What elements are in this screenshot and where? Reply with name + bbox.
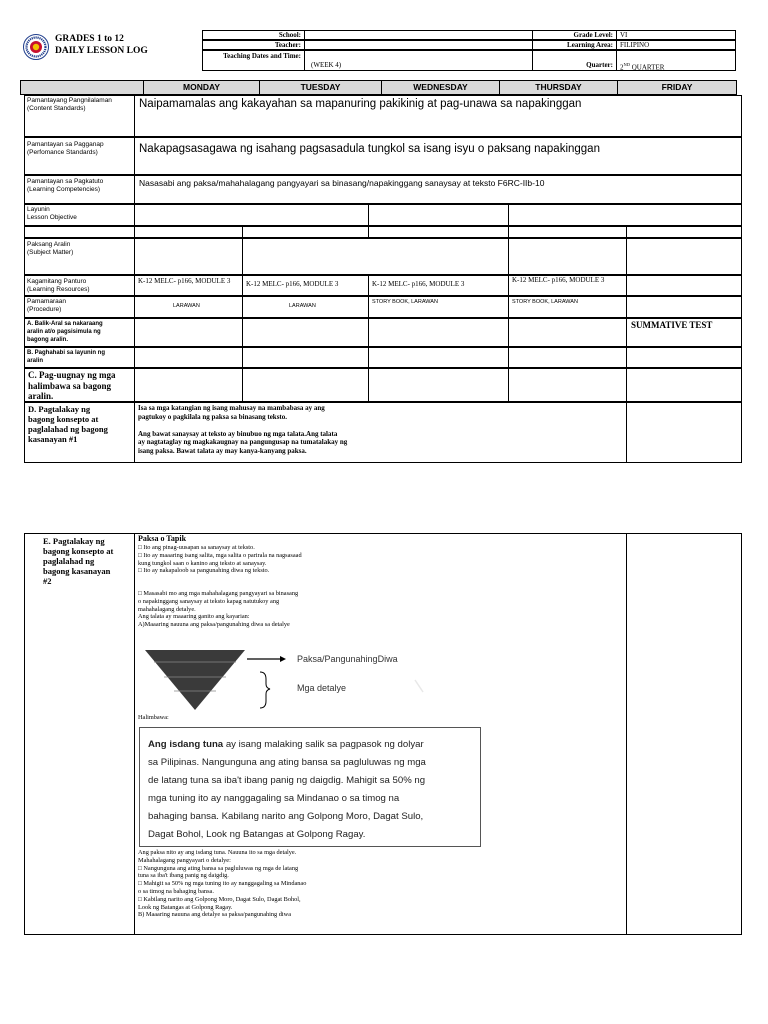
row-c-mon[interactable]: [134, 368, 243, 402]
topic-heading: Paksa o Tapik: [138, 534, 187, 543]
objective-wed[interactable]: [368, 204, 509, 226]
objective-mon[interactable]: [134, 204, 369, 226]
row-c-wed[interactable]: [368, 368, 509, 402]
row-b-wed[interactable]: [368, 347, 509, 368]
row-b-mon[interactable]: [134, 347, 243, 368]
header-dates-value[interactable]: (WEEK 4): [304, 50, 533, 71]
day-header-wednesday: WEDNESDAY: [381, 80, 500, 95]
procedure-tue: LARAWAN: [242, 296, 369, 318]
header-grade-label: Grade Level:: [532, 30, 617, 40]
row-c-label: C. Pag-uugnay ng mga halimbawa sa bagong aralin.: [24, 368, 135, 402]
day-header-blank: [20, 80, 144, 95]
resources-fri: [626, 275, 742, 296]
row-a-fri: SUMMATIVE TEST: [626, 318, 742, 347]
header-school-label: School:: [202, 30, 305, 40]
day-header-friday: FRIDAY: [617, 80, 737, 95]
day-header-tuesday: TUESDAY: [259, 80, 382, 95]
resources-thu: K-12 MELC- p166, MODULE 3: [508, 275, 627, 296]
header-school-value[interactable]: [304, 30, 533, 40]
row-d-fri[interactable]: [626, 402, 742, 463]
spacer-tue: [242, 226, 369, 238]
row-a-wed[interactable]: [368, 318, 509, 347]
header-grade-value[interactable]: VI: [616, 30, 736, 40]
spacer-row-label: [24, 226, 135, 238]
procedure-label: Pamamaraan (Procedure): [24, 296, 135, 318]
row-e-label: E. Pagtalakay ng bagong konsepto at paglalahad ng bagong kasanayan #2: [24, 533, 135, 935]
subject-matter-label: Paksang Aralin (Subject Matter): [24, 238, 135, 275]
learning-resources-label: Kagamitang Panturo (Learning Resources): [24, 275, 135, 296]
row-a-thu[interactable]: [508, 318, 627, 347]
row-c-thu[interactable]: [508, 368, 627, 402]
spacer-mon: [134, 226, 243, 238]
day-header-monday: MONDAY: [143, 80, 260, 95]
topic-bullets-1: □ Ito ang pinag-uusapan sa sanaysay at teksto. □ Ito ay maaaring isang salita, mga salita o parirala na nagsasaad kung tungkol saan o kanino ang teksto at sanaysay. □ Ito ay nakapaloob sa pangunahing diwa ng teksto.: [138, 544, 302, 575]
diagram-details-label: Mga detalye: [297, 683, 347, 693]
example-box: Ang isdang tuna ay isang malaking salik sa pagpasok ng dolyar sa Pilipinas. Nangunguna ang ating bansa sa pagluluwas ng mga de latang tuna sa iba't ibang panig ng daigdig. Mahigit sa 50% ng mga tuning ito ay nanggagaling sa Mindanao o sa timog na bahaging bansa. Kabilang narito ang Golpong Moro, Dagat Sulo, Dagat Bohol, Look ng Batangas at Golpong Ragay.: [139, 727, 481, 847]
header-quarter-label: Quarter:: [532, 50, 617, 71]
objective-thu-fri[interactable]: [508, 204, 742, 226]
procedure-mon: LARAWAN: [134, 296, 243, 318]
learning-competencies-label: Pamantayan sa Pagkatuto (Learning Competencies): [24, 175, 135, 204]
objective-label: Layunin Lesson Objective: [24, 204, 135, 226]
performance-standards-label: Pamantayan sa Pagganap (Perfomance Standards): [24, 137, 135, 175]
header-area-label: Learning Area:: [532, 40, 617, 50]
row-b-label: B. Paghahabi sa layunin ng aralin: [24, 347, 135, 368]
row-b-fri[interactable]: [626, 347, 742, 368]
learning-competencies-text: Nasasabi ang paksa/mahahalagang pangyayari sa binasang/napakinggang sanaysay at teksto F6RC-IIb-10: [134, 175, 742, 204]
row-a-mon[interactable]: [134, 318, 243, 347]
row-a-label: A. Balik-Aral sa nakaraang aralin at/o pagsisimula ng bagong aralin.: [24, 318, 135, 347]
content-standards-text: Naipamamalas ang kakayahan sa mapanuring pakikinig at pag-unawa sa napakinggan: [134, 95, 742, 137]
header-quarter-value[interactable]: 2ND QUARTER: [616, 50, 736, 71]
resources-mon: K-12 MELC- p166, MODULE 3: [134, 275, 243, 296]
procedure-wed: STORY BOOK, LARAWAN: [368, 296, 509, 318]
example-analysis: Ang paksa nito ay ang isdang tuna. Nauuna ito sa mga detalye. Mahahalagang pangyayari o detalye: □ Nangunguna ang ating bansa sa pagluluwas ng mga de latang tuna sa iba't ibang panig ng daigdig. □ Mahigit sa 50% ng mga tuning ito ay nanggagaling sa Mindanao o sa timog na bahaging bansa. □ Kabilang narito ang Golpong Moro, Dagat Sulo, Dagat Bohol, Look ng Batangas at Golpong Ragay. B) Maaaring nauuna ang detalye sa paksa/pangunahing diwa: [138, 849, 307, 919]
header-area-value[interactable]: FILIPINO: [616, 40, 736, 50]
row-b-tue[interactable]: [242, 347, 369, 368]
row-d-text: Isa sa mga katangian ng isang mahusay na mambabasa ay ang pagtukoy o pagkilala ng paksa sa binasang teksto. Ang bawat sanaysay at teksto ay binubuo ng mga talata.Ang talata ay nagtataglay ng magkakaugnay na pangungusap na tumatalakay ng isang paksa. Bawat talata ay may kanya-kanyang paksa.: [134, 402, 627, 463]
diagram-topic-label: Paksa/PangunahingDiwa: [297, 654, 398, 664]
topic-bullets-2: □ Masasabi mo ang mga mahahalagang pangyayari sa binasang o napakinggang sanaysay at teksto kapag natutukoy ang mahahalagang detalye. Ang talata ay maaaring ganito ang kayarian: A)Maaaring nauuna ang paksa/pangunahing diwa sa detalye: [138, 590, 299, 629]
header-teacher-value[interactable]: [304, 40, 533, 50]
procedure-thu: STORY BOOK, LARAWAN: [508, 296, 627, 318]
subject-tue-wed[interactable]: [242, 238, 509, 275]
subject-mon[interactable]: [134, 238, 243, 275]
subject-fri[interactable]: [626, 238, 742, 275]
form-title: [55, 33, 148, 57]
performance-standards-text: Nakapagsasagawa ng isahang pagsasadula tungkol sa isang isyu o paksang napakinggan: [134, 137, 742, 175]
subject-thu[interactable]: [508, 238, 627, 275]
row-d-label: D. Pagtalakay ng bagong konsepto at paglalahad ng bagong kasanayan #1: [24, 402, 135, 463]
content-standards-label: Pamantayang Pangnilalaman (Content Standards): [24, 95, 135, 137]
row-c-fri[interactable]: [626, 368, 742, 402]
title-line-1: GRADES 1 to 12: [55, 34, 124, 44]
example-bold-term: Ang isdang tuna: [148, 739, 224, 750]
deped-seal-logo: [23, 34, 49, 60]
header-dates-label: Teaching Dates and Time:: [202, 50, 305, 71]
spacer-thu: [508, 226, 627, 238]
row-a-tue[interactable]: [242, 318, 369, 347]
day-header-thursday: THURSDAY: [499, 80, 618, 95]
example-heading: Halimbawa:: [138, 714, 169, 721]
spacer-fri: [626, 226, 742, 238]
row-e-fri[interactable]: [626, 533, 742, 935]
header-teacher-label: Teacher:: [202, 40, 305, 50]
procedure-fri: [626, 296, 742, 318]
spacer-wed: [368, 226, 509, 238]
resources-tue: K-12 MELC- p166, MODULE 3: [242, 275, 369, 296]
row-c-tue[interactable]: [242, 368, 369, 402]
title-line-2: DAILY LESSON LOG: [55, 46, 148, 56]
resources-wed: K-12 MELC- p166, MODULE 3: [368, 275, 509, 296]
row-b-thu[interactable]: [508, 347, 627, 368]
